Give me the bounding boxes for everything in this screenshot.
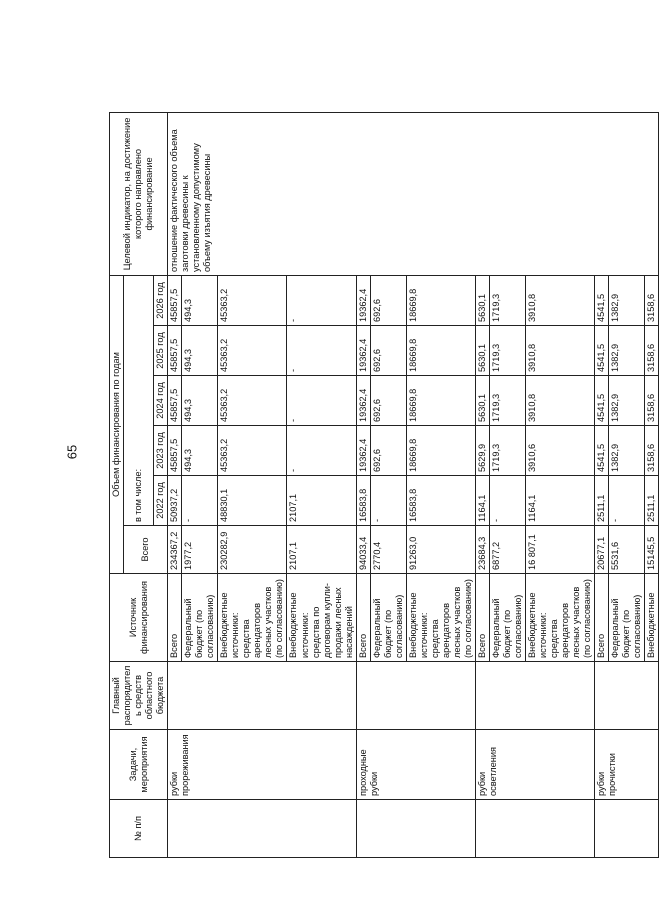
cell-y2025: 692,6: [370, 326, 406, 376]
cell-y2022: -: [609, 476, 645, 526]
cell-source: Внебюджетные: [645, 574, 659, 662]
cell-y2024: 18669,8: [406, 376, 475, 426]
cell-task: проходные рубки: [356, 730, 475, 800]
cell-y2023: 45363,2: [218, 426, 287, 476]
cell-y2025: 3158,6: [645, 326, 659, 376]
header-incl: в том числе:: [124, 275, 154, 525]
cell-y2022: 1164,1: [475, 476, 489, 526]
cell-y2026: 692,6: [370, 275, 406, 325]
cell-y2025: 19362,4: [356, 326, 370, 376]
cell-manager: [356, 662, 475, 730]
cell-y2024: 4541,5: [595, 376, 609, 426]
cell-y2026: 1382,9: [609, 275, 645, 325]
cell-y2025: 1382,9: [609, 326, 645, 376]
cell-total: 91263,0: [406, 526, 475, 574]
header-task: Задачи, мероприятия: [110, 730, 168, 800]
cell-y2025: 1719,3: [490, 326, 526, 376]
cell-y2022: -: [182, 476, 218, 526]
header-2024: 2024 год: [154, 376, 168, 426]
cell-y2026: 19362,4: [356, 275, 370, 325]
header-total: Всего: [124, 526, 168, 574]
cell-y2024: 19362,4: [356, 376, 370, 426]
rotated-table-container: [109, 113, 657, 858]
cell-y2023: 692,6: [370, 426, 406, 476]
cell-y2024: 1382,9: [609, 376, 645, 426]
cell-task: рубки прочистки: [595, 730, 659, 800]
cell-y2022: 2511,1: [595, 476, 609, 526]
cell-source: Внебюджетные источники: средства по договорам купли-продажи лесных насаждений: [287, 574, 356, 662]
header-source: Источник финансирования: [110, 574, 168, 662]
header-manager: Главный распорядитель средств областного бюджета: [110, 662, 168, 730]
cell-y2023: 3910,6: [526, 426, 595, 476]
cell-total: 6877,2: [490, 526, 526, 574]
cell-y2026: 45363,2: [218, 275, 287, 325]
cell-source: Внебюджетные источники: средства арендаторов лесных участков (по согласованию): [526, 574, 595, 662]
cell-source: Внебюджетные источники: средства арендаторов лесных участков (по согласованию): [406, 574, 475, 662]
cell-y2025: 494,3: [182, 326, 218, 376]
cell-source: Всего: [168, 574, 182, 662]
header-2025: 2025 год: [154, 326, 168, 376]
cell-source: Федеральный бюджет (по согласованию): [370, 574, 406, 662]
cell-y2024: 5630,1: [475, 376, 489, 426]
cell-y2025: 45857,5: [168, 326, 182, 376]
cell-total: 15145,5: [645, 526, 659, 574]
cell-y2026: 3158,6: [645, 275, 659, 325]
cell-y2023: 3158,6: [645, 426, 659, 476]
cell-y2026: 1719,3: [490, 275, 526, 325]
cell-y2023: 18669,8: [406, 426, 475, 476]
cell-y2023: 4541,5: [595, 426, 609, 476]
cell-total: 1977,2: [182, 526, 218, 574]
cell-total: 5531,6: [609, 526, 645, 574]
cell-source: Всего: [595, 574, 609, 662]
cell-task: рубки осветления: [475, 730, 594, 800]
cell-num: [356, 800, 475, 858]
cell-total: 234367,2: [168, 526, 182, 574]
cell-y2023: 19362,4: [356, 426, 370, 476]
cell-total: 230282,9: [218, 526, 287, 574]
cell-y2023: 5629,9: [475, 426, 489, 476]
cell-total: 94033,4: [356, 526, 370, 574]
cell-source: Федеральный бюджет (по согласованию): [490, 574, 526, 662]
cell-y2024: 692,6: [370, 376, 406, 426]
cell-y2023: 45857,5: [168, 426, 182, 476]
cell-total: 2770,4: [370, 526, 406, 574]
cell-total: 20677,1: [595, 526, 609, 574]
cell-source: Внебюджетные источники: средства арендаторов лесных участков (по согласованию): [218, 574, 287, 662]
cell-y2022: 16583,8: [356, 476, 370, 526]
cell-y2024: 45363,2: [218, 376, 287, 426]
page-number: 65: [64, 444, 80, 460]
cell-task: рубки прореживания: [168, 730, 357, 800]
cell-manager: [168, 662, 357, 730]
cell-num: [168, 800, 357, 858]
cell-y2026: 18669,8: [406, 275, 475, 325]
cell-y2025: 3910,8: [526, 326, 595, 376]
cell-y2023: -: [287, 426, 356, 476]
cell-y2025: 4541,5: [595, 326, 609, 376]
cell-manager: [595, 662, 659, 730]
cell-y2025: 18669,8: [406, 326, 475, 376]
cell-y2024: 1719,3: [490, 376, 526, 426]
cell-y2023: 494,3: [182, 426, 218, 476]
cell-y2025: 5630,1: [475, 326, 489, 376]
header-2026: 2026 год: [154, 275, 168, 325]
cell-source: Федеральный бюджет (по согласованию): [609, 574, 645, 662]
cell-y2022: 1164,1: [526, 476, 595, 526]
cell-y2022: -: [490, 476, 526, 526]
cell-manager: [475, 662, 594, 730]
cell-y2024: 45857,5: [168, 376, 182, 426]
cell-y2022: 48830,1: [218, 476, 287, 526]
cell-source: Федеральный бюджет (по согласованию): [182, 574, 218, 662]
cell-y2022: 50937,2: [168, 476, 182, 526]
cell-source: Всего: [356, 574, 370, 662]
cell-y2025: -: [287, 326, 356, 376]
cell-num: [595, 800, 659, 858]
cell-y2026: 45857,5: [168, 275, 182, 325]
header-indicator: Целевой индикатор, на достижение которого направлено финансирование: [110, 112, 168, 275]
header-num: № п/п: [110, 800, 168, 858]
cell-y2022: 16583,8: [406, 476, 475, 526]
financing-table: [109, 112, 659, 858]
header-2022: 2022 год: [154, 476, 168, 526]
cell-y2024: 494,3: [182, 376, 218, 426]
table-body: [168, 112, 659, 857]
cell-y2024: 3158,6: [645, 376, 659, 426]
cell-y2024: -: [287, 376, 356, 426]
cell-y2023: 1382,9: [609, 426, 645, 476]
header-volume: Объем финансирования по годам: [110, 275, 124, 573]
cell-y2026: 3910,8: [526, 275, 595, 325]
cell-y2025: 45363,2: [218, 326, 287, 376]
cell-y2022: 2107,1: [287, 476, 356, 526]
cell-y2022: 2511,1: [645, 476, 659, 526]
cell-y2026: -: [287, 275, 356, 325]
cell-y2023: 1719,3: [490, 426, 526, 476]
cell-y2024: 3910,8: [526, 376, 595, 426]
cell-indicator: отношение фактического объема заготовки древесины к установленному допустимому объему изъятия древесины: [168, 112, 659, 275]
cell-y2026: 4541,5: [595, 275, 609, 325]
cell-total: 16 807,1: [526, 526, 595, 574]
cell-num: [475, 800, 594, 858]
header-2023: 2023 год: [154, 426, 168, 476]
cell-source: Всего: [475, 574, 489, 662]
cell-total: 23684,3: [475, 526, 489, 574]
table-row: [168, 112, 182, 857]
cell-y2026: 5630,1: [475, 275, 489, 325]
cell-y2026: 494,3: [182, 275, 218, 325]
cell-y2022: -: [370, 476, 406, 526]
cell-total: 2107,1: [287, 526, 356, 574]
